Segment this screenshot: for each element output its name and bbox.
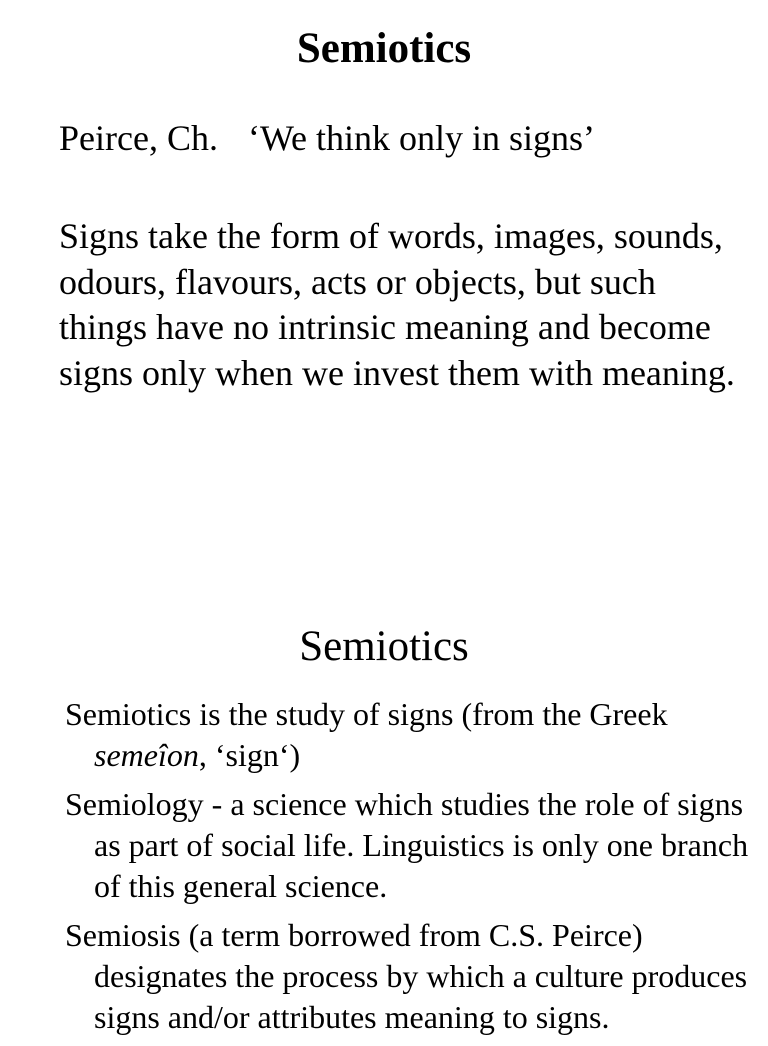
quote-author: Peirce, Ch. bbox=[59, 118, 218, 158]
item-1-italic: semeîon bbox=[94, 737, 199, 773]
definition-list bbox=[65, 694, 755, 1046]
slide-1 bbox=[0, 0, 768, 512]
slide-2 bbox=[0, 512, 768, 1035]
quote-line bbox=[59, 116, 595, 160]
list-item: Semiosis (a term borrowed from C.S. Peirce) designates the process by which a culture produces signs and/or attributes meaning to signs. bbox=[65, 917, 748, 1035]
slide-2-title: Semiotics bbox=[299, 623, 469, 670]
quote-text: ‘We think only in signs’ bbox=[247, 118, 596, 158]
item-1-text: Semiotics is the study of signs (from the Greek bbox=[65, 696, 668, 732]
slide-1-title: Semiotics bbox=[296, 25, 472, 72]
list-item: Semiology - a science which studies the role of signs as part of social life. Linguistics is only one branch of this general science. bbox=[65, 786, 749, 904]
signs-paragraph: Signs take the form of words, images, sounds, odours, flavours, acts or objects, but such things have no intrinsic meaning and become signs only when we invest them with meaning. bbox=[59, 216, 735, 393]
item-1-tail: , ‘sign‘) bbox=[198, 737, 301, 773]
list-item bbox=[65, 694, 755, 776]
